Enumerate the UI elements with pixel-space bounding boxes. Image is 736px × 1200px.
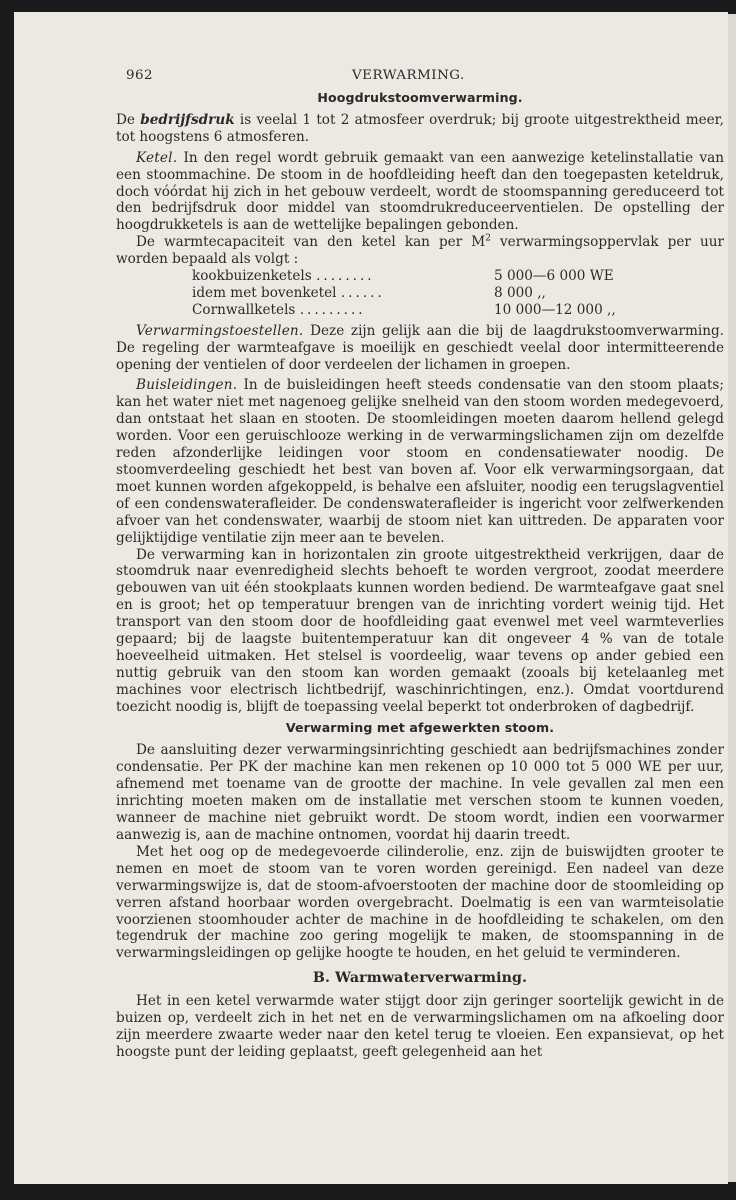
table-row — [192, 302, 632, 319]
paragraph-lead: Buisleidingen. — [136, 377, 238, 394]
table-row — [192, 285, 632, 302]
paragraph-text: In de buisleidingen heeft steeds condensatie van den stoom plaats; kan het water niet met nagenoeg gelijke snelheid van den stoom worden medegevoerd, dan ontstaat het slaan en stooten. De stoomleidingen moeten daarom hellend gelegd worden. Voor een geruischlooze werking in de verwarmingslichamen zijn om dezelfde reden afzonderlijke leidingen voor stoom en condensatiewater noodig. De stoomverdeeling geschiedt het best van boven af. Voor elk verwarmingsorgaan, dat moet kunnen worden afgekoppeld, is behalve een afsluiter, noodig een terugslagventiel of een condenswaterafleider. De condenswaterafleider is ingericht voor zelfwerkenden afvoer van het condenswater, waarbij de stoom niet kan uittreden. De apparaten voor gelijktijdige ventilatie zijn meer aan te bevelen. — [116, 377, 724, 546]
book-page — [14, 12, 728, 1184]
paragraph-lead: bedrijfsdruk — [140, 111, 235, 128]
section-title-exhaust-steam: Verwarming met afgewerkten stoom. — [285, 719, 555, 735]
table-row — [192, 268, 632, 285]
leader-dots: ...... — [340, 284, 385, 301]
leader-dots: ......... — [299, 301, 366, 318]
table-cell-name — [192, 268, 494, 285]
page-number: 962 — [126, 68, 154, 83]
paragraph-cilinderolie: Met het oog op de medegevoerde cilinderolie, enz. zijn de buiswijdten grooter te nemen en moet de stoom van te voren worden gereinigd. Een nadeel van deze verwarmingswijze is, dat de stoom-afvoerstooten der machine door de stoomleiding op verren afstand hoorbaar worden overgebracht. Doelmatig is een van warmteisolatie voorzienen stoomhouder achter de machine in de hoofdleiding te schakelen, om den tegendruk der machine zoo gering mogelijk te maken, de stoomspanning in de verwarmingsleidingen op gelijke hoogte te houden, en het geluid te verminderen. — [116, 843, 724, 962]
paragraph-capacity — [116, 234, 724, 268]
paragraph-warmwater: Het in een ketel verwarmde water stijgt door zijn geringer soortelijk gewicht in de buizen op, verdeelt zich in het net en de verwarmingslichamen om na afkoeling door zijn meerdere zwaarte weder naar den ketel terug te vloeien. Een expansievat, op het hoogste punt der leiding geplaatst, geeft gelegenheid aan het — [116, 993, 724, 1060]
text-column — [116, 66, 724, 1065]
table-cell-value: 5 000—6 000 WE — [494, 268, 614, 285]
cell-label: idem met bovenketel — [192, 284, 337, 301]
paragraph-bedrijfsdruk — [116, 112, 724, 146]
paragraph-ketel — [116, 150, 724, 235]
cell-label: Cornwallketels — [192, 301, 296, 318]
paragraph-text: Deze zijn gelijk aan die bij de laagdrukstoomverwarming. De regeling der warmteafgave is moeilijk en geschiedt veelal door intermitteerende opening der ventielen of door verdeelen der lichamen in groepen. — [116, 322, 724, 373]
paragraph-aansluiting: De aansluiting dezer verwarmingsinrichting geschiedt aan bedrijfsmachines zonder condensatie. Per PK der machine kan men rekenen op 10 000 tot 5 000 WE per uur, afnemend met toename van de grootte der machine. In vele gevallen zal men een inrichting moeten maken om de installatie met verschen stoom te kunnen voeden, wanneer de machine niet gebruikt wordt. De stoom wordt, indien een voorwarmer aanwezig is, aan de machine ontnomen, voordat hij daarin treedt. — [116, 742, 724, 844]
paragraph-verwarmingstoestellen — [116, 323, 724, 374]
table-cell-name — [192, 285, 494, 302]
capacity-text-pre: De warmtecapaciteit van den ketel kan per M — [136, 234, 486, 251]
table-cell-value: 10 000—12 000 ,, — [494, 301, 616, 318]
paragraph-buisleidingen — [116, 377, 724, 546]
paragraph-text: is veelal 1 tot 2 atmosfeer overdruk; bij groote uitgestrektheid meer, tot hoogstens 6 atmosferen. — [116, 111, 724, 145]
table-cell-value: 8 000 ,, — [494, 284, 546, 301]
section-title-high-pressure: Hoogdrukstoomverwarming. — [317, 90, 523, 105]
paragraph-lead: Verwarmingstoestellen. — [136, 322, 304, 339]
running-head — [116, 66, 724, 88]
table-cell-name — [192, 302, 494, 319]
paragraph-lead: Ketel. — [136, 149, 178, 166]
capacity-superscript: 2 — [485, 233, 491, 244]
paragraph-horizontal: De verwarming kan in horizontalen zin groote uitgestrektheid verkrijgen, daar de stoomdruk naar evenredigheid slechts behoeft te worden vergroot, zoodat meerdere gebouwen van uit één stookplaats kunnen worden bediend. De warmteafgave gaat snel en is groot; het op temperatuur brengen van de inrichting vordert weinig tijd. Het transport van den stoom door de hoofdleiding gaat evenwel met veel warmteverlies gepaard; bij de laagste buitentemperatuur kan dit ongeveer 4 % van de totale hoeveelheid uitmaken. Het stelsel is voordeelig, waar tevens op ander gebied een nuttig gebruik van den stoom kan worden gemaakt (zooals bij ketelaanleg met machines voor electrisch lichtbedrijf, waschinrichtingen, enz.). Omdat voortdurend toezicht noodig is, blijft de toepassing veelal beperkt tot onderbroken of dagbedrijf. — [116, 546, 724, 715]
cell-label: kookbuizenketels — [192, 268, 312, 285]
section-title-warm-water: B. Warmwaterverwarming. — [312, 970, 528, 987]
running-title: VERWARMING. — [352, 68, 465, 83]
paragraph-prefix: De — [116, 111, 135, 128]
capacity-text-post: verwarmingsoppervlak per uur worden bepaald als volgt : — [116, 234, 724, 268]
paragraph-text: In den regel wordt gebruik gemaakt van een aanwezige ketelinstallatie van een stoommachine. De stoom in de hoofdleiding heeft dan den toegepasten keteldruk, doch vóórdat hij zich in het gebouw verdeelt, wordt de stoomspanning gereduceerd tot den bedrijfsdruk door middel van stoomdrukreduceerventielen. De opstelling der hoogdrukketels is aan de wettelijke bepalingen gebonden. — [116, 149, 724, 234]
leader-dots: ........ — [316, 268, 375, 285]
capacity-table — [192, 268, 632, 319]
